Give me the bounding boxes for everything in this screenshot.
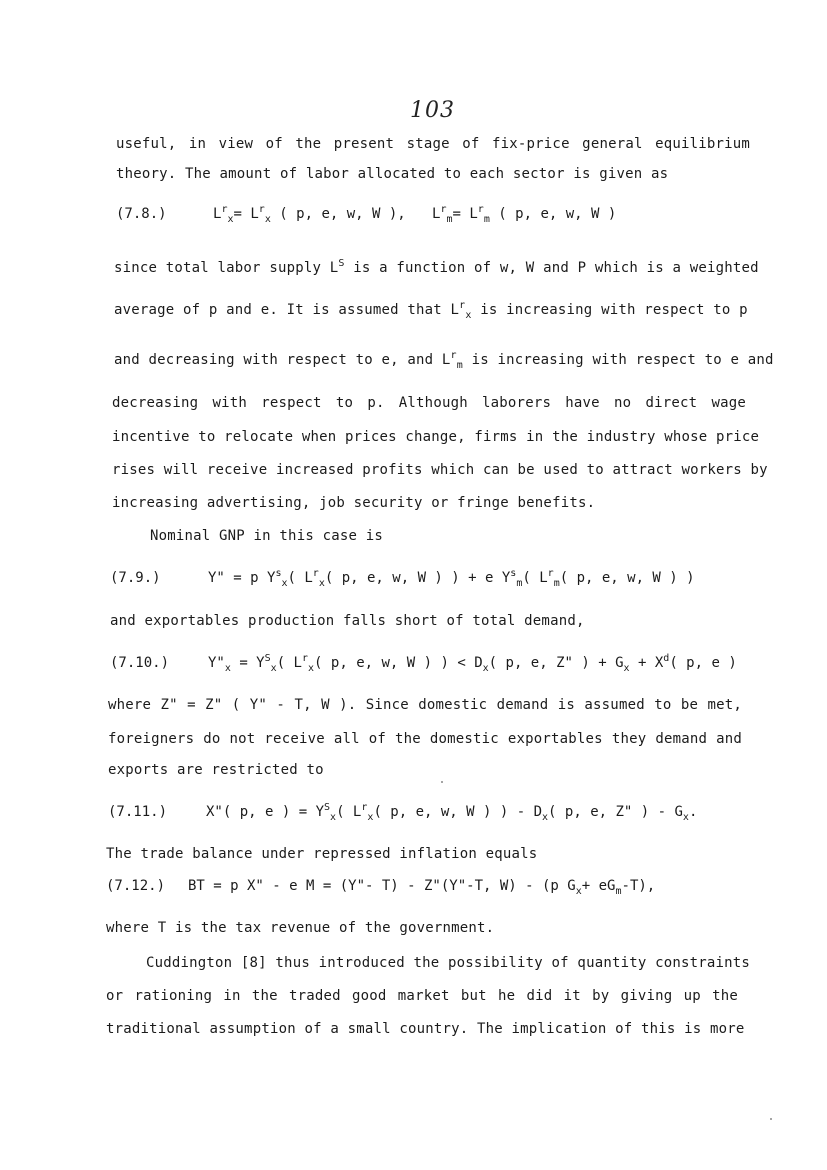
text-line: useful, in view of the present stage of fix-price general equilibrium <box>116 136 750 152</box>
text-line: rises will receive increased profits which can be used to attract workers by <box>112 462 768 478</box>
eq-sub: x <box>270 663 277 674</box>
text-line: and exportables production falls short of total demand, <box>110 613 585 629</box>
text-line: foreigners do not receive all of the domestic exportables they demand and <box>108 731 742 747</box>
scan-speck <box>441 781 443 783</box>
eq-term: ( p, e, w, W ) ) <box>559 570 695 586</box>
eq-sub: m <box>446 214 453 225</box>
eq-term: ( p, e ) <box>669 655 737 671</box>
text-line: The trade balance under repressed inflation equals <box>106 846 538 862</box>
eq-sup: S <box>264 653 271 664</box>
eq-term: X"( p, e ) = Y <box>206 804 325 820</box>
eq-term: ( L <box>276 655 302 671</box>
page-number: 103 <box>410 98 455 123</box>
eq-sub: x <box>264 214 271 225</box>
eq-sub: x <box>575 886 582 897</box>
equation-7-8-left <box>213 204 406 225</box>
eq-term: + X <box>637 655 664 671</box>
equation-7-10 <box>208 653 737 674</box>
eq-sub: x <box>482 663 489 674</box>
text-line: traditional assumption of a small country. The implication of this is more <box>106 1021 745 1037</box>
eq-term: ( p, e, w, W ) ) - D <box>373 804 543 820</box>
scan-speck <box>770 1118 772 1120</box>
eq-sub: m <box>483 214 490 225</box>
eq-sup: S <box>338 258 345 269</box>
equation-label: (7.9.) <box>110 570 161 586</box>
eq-sub: x <box>227 214 234 225</box>
text-line: increasing advertising, job security or fringe benefits. <box>112 495 596 511</box>
eq-sup: r <box>477 204 484 215</box>
eq-sup: r <box>301 653 309 664</box>
text-span: is increasing with respect to p <box>480 302 748 318</box>
equation-label: (7.10.) <box>110 655 170 671</box>
text-line: Cuddington [8] thus introduced the possibility of quantity constraints <box>146 955 751 971</box>
eq-term: ( p, e, w, W ), <box>279 206 406 222</box>
eq-sub: m <box>456 360 463 371</box>
text-span: is a function of w, W and P which is a weighted <box>353 260 759 276</box>
text-line: decreasing with respect to p. Although laborers have no direct wage <box>112 395 746 411</box>
equation-7-8-right <box>432 204 617 225</box>
eq-term: ( L <box>336 804 362 820</box>
eq-sub: x <box>682 812 689 823</box>
equation-label: (7.12.) <box>106 878 166 894</box>
eq-term: = L <box>233 206 259 222</box>
eq-term: ( p, e, w, W ) ) < D <box>314 655 483 671</box>
eq-sup: r <box>221 204 228 215</box>
equation-7-12 <box>188 878 656 897</box>
text-line <box>114 300 748 321</box>
eq-term: ( p, e, w, W ) ) + e Y <box>324 570 511 586</box>
eq-sub: m <box>516 578 523 589</box>
eq-sup: r <box>459 300 466 311</box>
eq-sub: m <box>615 886 622 897</box>
text-span: average of p and e. It is assumed that L <box>114 302 460 318</box>
eq-sub: x <box>623 663 630 674</box>
eq-term: ( p, e, Z" ) + G <box>488 655 624 671</box>
eq-sup: r <box>258 204 265 215</box>
eq-sub: x <box>308 663 315 674</box>
eq-sub: x <box>318 578 325 589</box>
eq-sub: m <box>553 578 560 589</box>
eq-sup: r <box>361 802 368 813</box>
eq-term: + eG <box>581 878 616 894</box>
eq-sub: x <box>281 578 288 589</box>
equation-7-11 <box>206 802 698 823</box>
eq-sup: r <box>450 350 457 361</box>
eq-sup: s <box>510 568 517 579</box>
eq-sub: x <box>465 310 472 321</box>
eq-term: ( L <box>287 570 313 586</box>
eq-sub: x <box>330 812 337 823</box>
eq-term: Y" <box>208 655 225 671</box>
text-line <box>114 350 774 371</box>
eq-term: BT = p X" - e M = (Y"- T) - Z"(Y"-T, W) - (p G <box>188 878 576 894</box>
eq-term: L <box>432 206 441 222</box>
text-line: incentive to relocate when prices change, firms in the industry whose price <box>112 429 760 445</box>
eq-sup: d <box>663 653 670 664</box>
eq-term: ( p, e, Z" ) - G <box>548 804 683 820</box>
eq-term: = L <box>452 206 478 222</box>
eq-sup: r <box>547 568 554 579</box>
text-span: since total labor supply L <box>114 260 339 276</box>
text-line: exports are restricted to <box>108 762 324 778</box>
eq-sup: r <box>312 568 319 579</box>
eq-term: . <box>688 804 698 820</box>
text-line <box>114 260 759 276</box>
eq-term: ( p, e, w, W ) <box>498 206 617 222</box>
text-line: where T is the tax revenue of the government. <box>106 920 495 936</box>
text-span: is increasing with respect to e and <box>471 352 774 368</box>
eq-sub: x <box>542 812 549 823</box>
equation-7-9 <box>208 568 695 589</box>
eq-sub: x <box>224 663 231 674</box>
eq-sub: x <box>367 812 374 823</box>
eq-term: -T), <box>621 878 656 894</box>
eq-sup: S <box>324 802 331 813</box>
eq-sup: s <box>275 568 282 579</box>
text-span: and decreasing with respect to e, and L <box>114 352 451 368</box>
text-line: where Z" = Z" ( Y" - T, W ). Since domestic demand is assumed to be met, <box>108 697 742 713</box>
eq-term: = Y <box>239 655 265 671</box>
text-line: Nominal GNP in this case is <box>150 528 383 544</box>
equation-label: (7.8.) <box>116 206 167 222</box>
equation-label: (7.11.) <box>108 804 168 820</box>
eq-term: Y" = p Y <box>208 570 276 586</box>
eq-term: L <box>213 206 222 222</box>
eq-term: ( L <box>522 570 548 586</box>
eq-sup: r <box>440 204 447 215</box>
text-line: or rationing in the traded good market but he did it by giving up the <box>106 988 738 1004</box>
text-line: theory. The amount of labor allocated to each sector is given as <box>116 166 669 182</box>
